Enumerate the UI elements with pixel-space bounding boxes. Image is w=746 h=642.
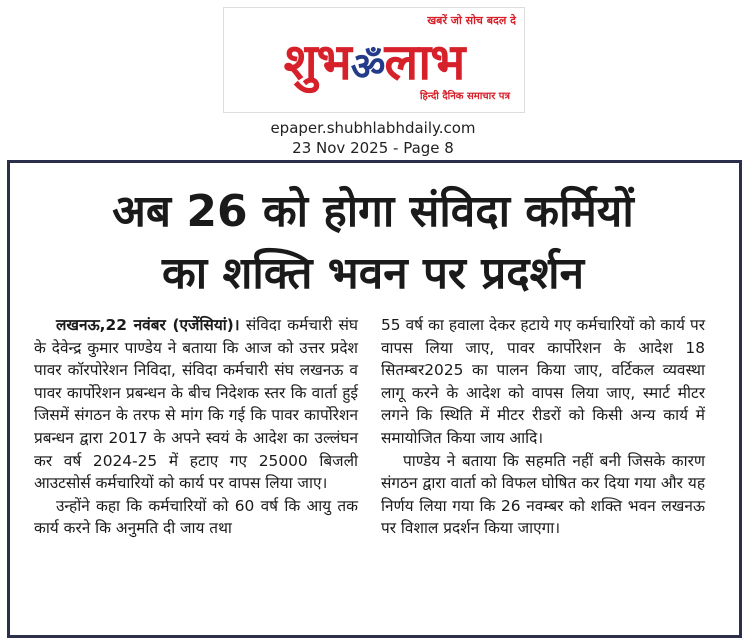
masthead-logo [223,7,525,113]
article-paragraph: 55 वर्ष का हवाला देकर हटाये गए कर्मचारियों को कार्य पर वापस लिया जाए, पावर कार्पोरेशन के आदेश 18 सितम्बर2025 का पालन किया जाए, वर्टिकल व्यवस्था लागू करने के आदेश को वापस लिया जाए, स्मार्ट मीटर लगने कि स्थिति में मीटर रीडरों को किसी अन्य कार्य में समायोजित किया जाय आदि। [381,316,705,447]
ganesha-icon: ॐ [350,44,385,89]
source-date-page: 23 Nov 2025 - Page 8 [292,139,454,157]
source-url: epaper.shubhlabhdaily.com [270,119,476,137]
dateline: लखनऊ,22 नवंबर (एजेंसियां)। [56,316,240,334]
masthead-subtagline: हिन्दी दैनिक समाचार पत्र [419,91,510,102]
article-paragraph: उन्होंने कहा कि कर्मचारियों को 60 वर्ष कि आयु तक कार्य करने कि अनुमति दी जाय तथा [34,496,358,538]
newspaper-logo [224,26,524,94]
logo-text-left: शुभ [283,33,351,91]
headline-line-1: अब 26 को होगा संविदा कर्मियों [112,186,634,237]
masthead-tagline: खबरें जो सोच बदल दे [427,14,516,27]
article-column-right [381,314,705,540]
article-paragraph [34,314,358,495]
headline-line-2: का शक्ति भवन पर प्रदर्शन [162,248,584,299]
article-paragraph: पाण्डेय ने बताया कि सहमति नहीं बनी जिसके कारण संगठन द्वारा वार्ता को विफल घोषित कर दिया गया और यह निर्णय लिया गया कि 26 नवम्बर को शक्ति भवन लखनऊ पर विशाल प्रदर्शन किया जाएगा। [381,451,705,538]
paragraph-text: संविदा कर्मचारी संघ के देवेन्द्र कुमार पाण्डेय ने बताया कि आज को उत्तर प्रदेश पावर कॉरपोरेशन निविदा, संविदा कर्मचारी संघ लखनऊ व पावर कार्पोरेशन प्रबन्धन के बीच निदेशक स्तर कि वार्ता हुई जिसमें संगठन के तरफ से मांग कि गई कि पावर कार्पोरेशन प्रबन्धन द्वारा 2017 के अपने स्वयं के आदेश का उल्लंघन कर वर्ष 2024-25 में हटाए गए 25000 बिजली आउटसोर्स कर्मचारियों को कार्य पर वापस लिया जाए। [34,316,358,493]
logo-text-right: लाभ [384,33,465,91]
article-column-left [34,314,358,540]
